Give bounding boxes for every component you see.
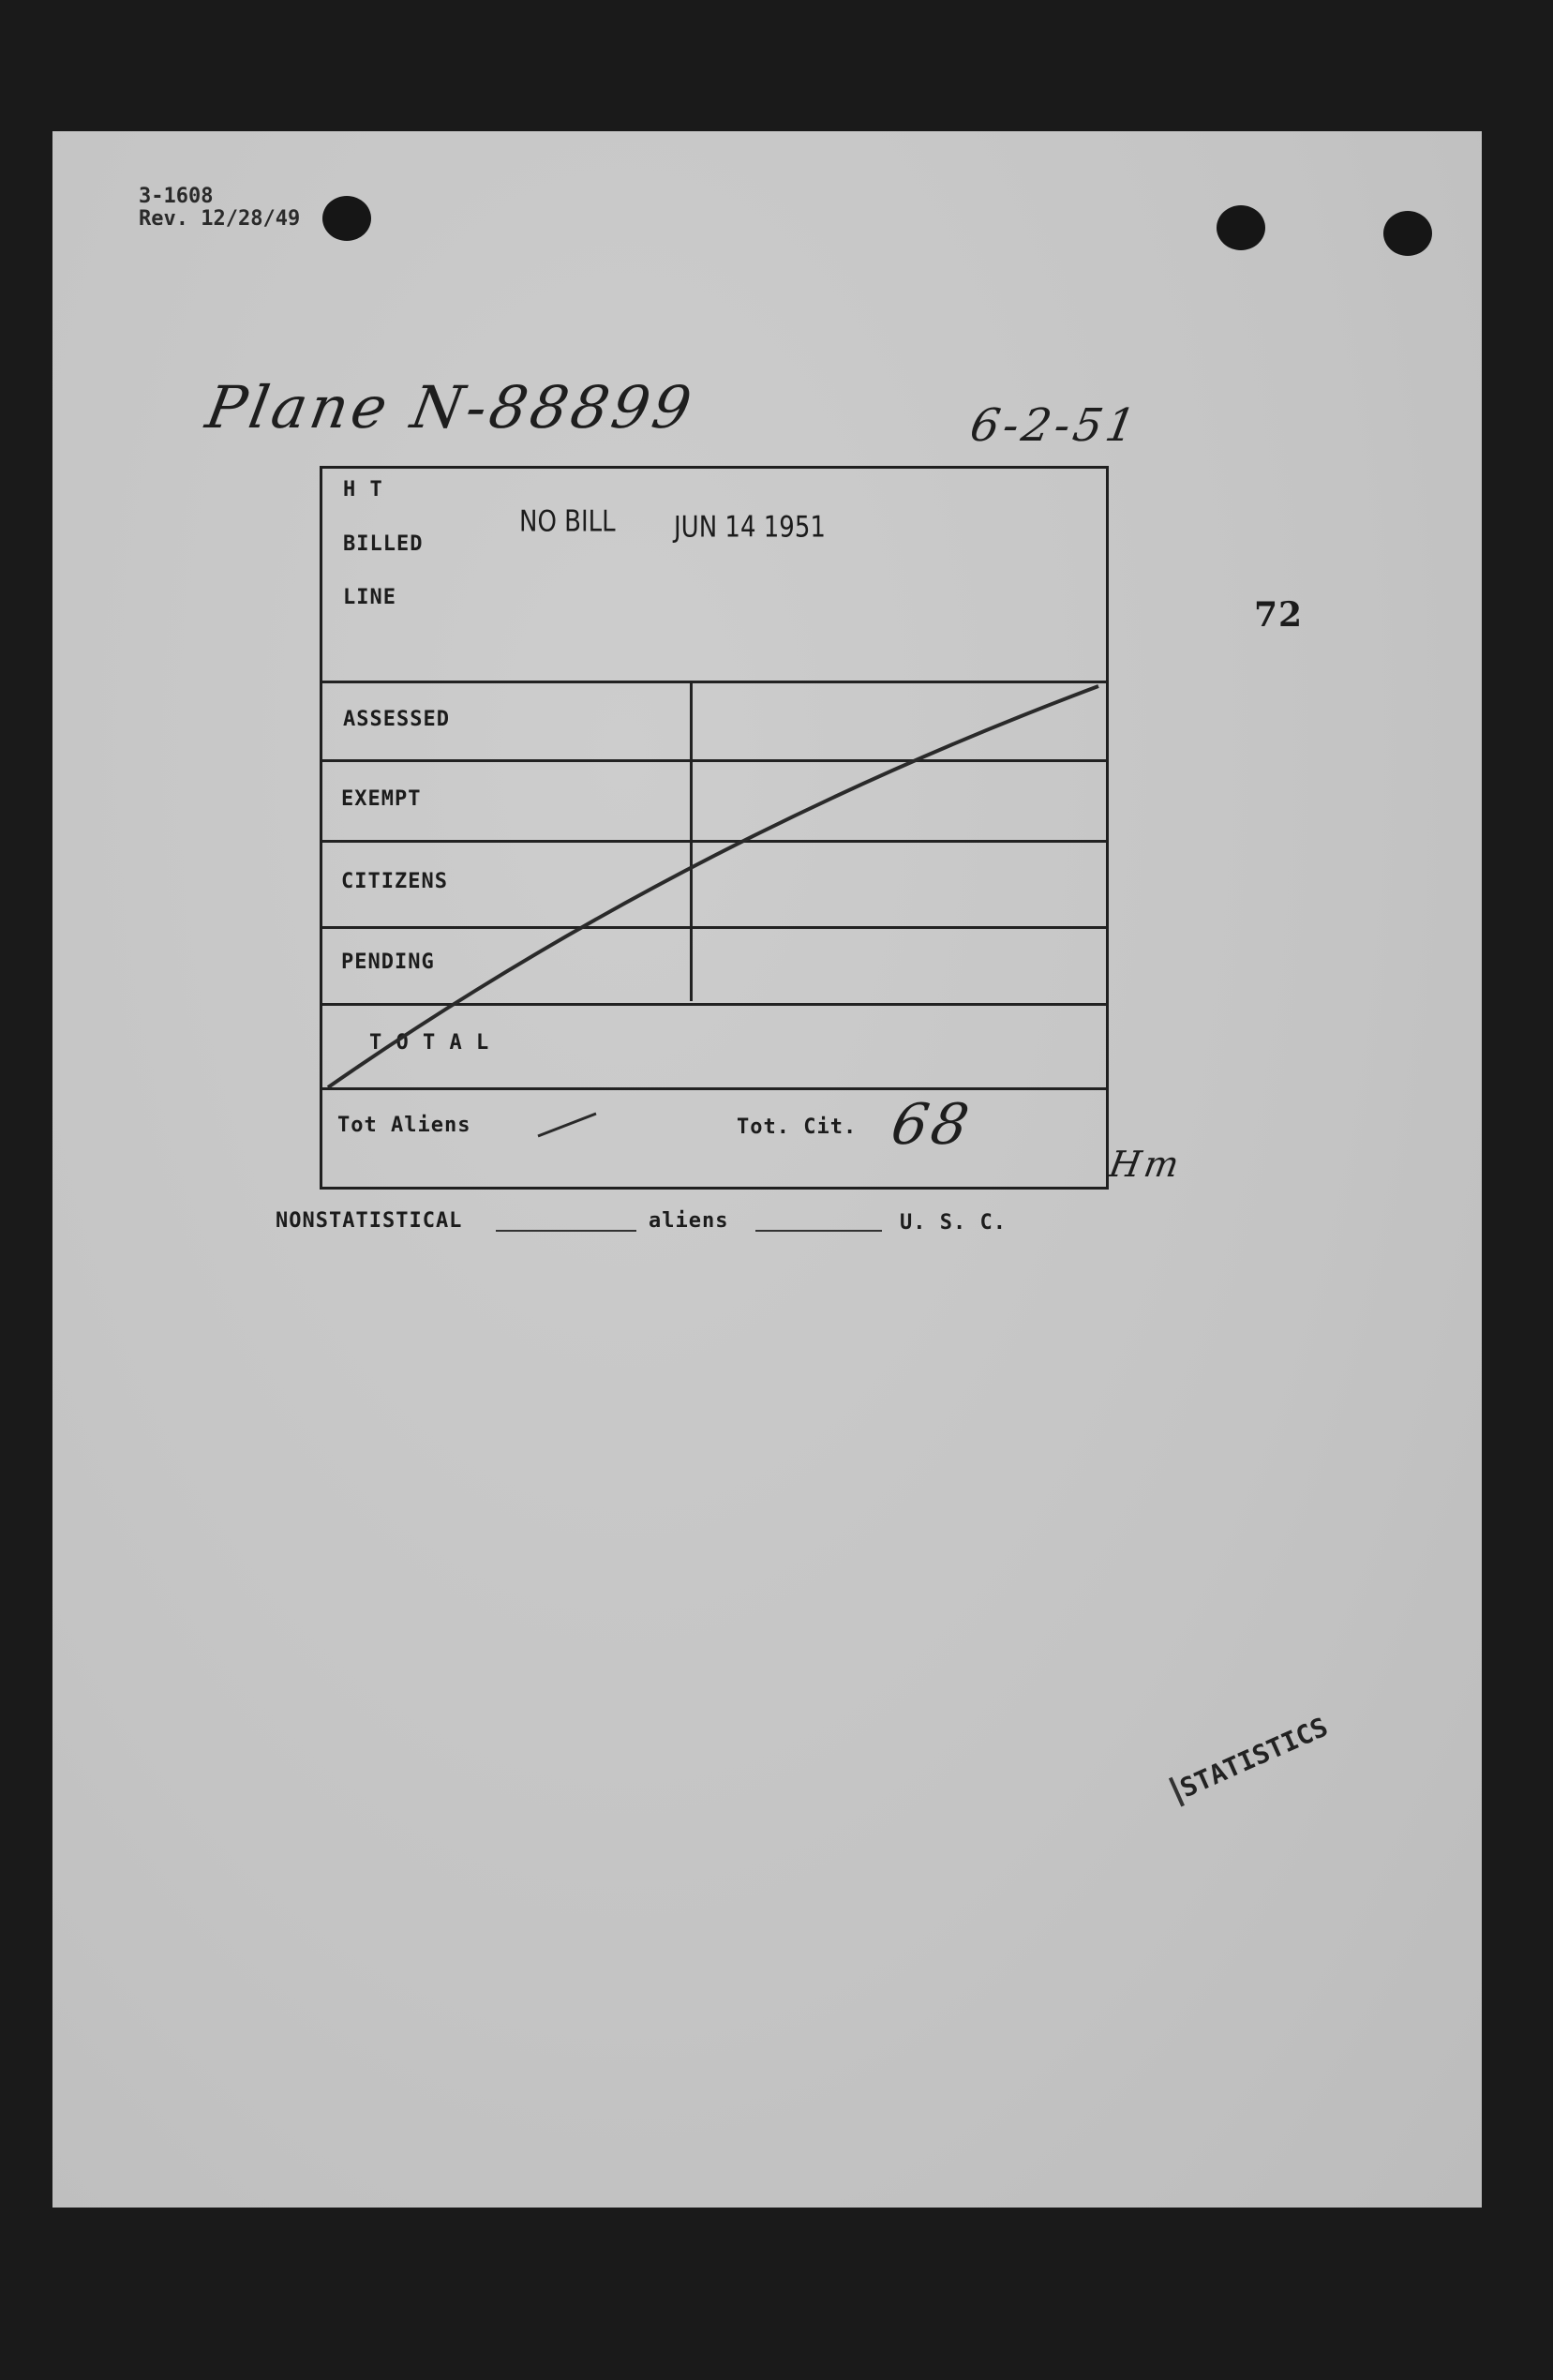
punch-hole-center (1217, 205, 1265, 250)
punch-hole-right (1383, 211, 1432, 256)
row-total: T O T A L (369, 1031, 490, 1055)
document-sheet (52, 131, 1482, 2208)
form-number: 3-1608 (139, 185, 214, 208)
label-ht: H T (343, 478, 383, 501)
nonstat-aliens: aliens (649, 1209, 729, 1233)
row-citizens: CITIZENS (341, 870, 448, 893)
nonstat-label: NONSTATISTICAL (276, 1209, 463, 1233)
punch-hole-left (322, 196, 371, 241)
label-line: LINE (343, 586, 396, 609)
cancel-stroke (322, 469, 1106, 1187)
form-revision: Rev. 12/28/49 (139, 207, 301, 231)
tot-cit-value: 68 (886, 1092, 978, 1158)
row-pending: PENDING (341, 951, 435, 974)
tally-box (320, 466, 1109, 1190)
nonstat-usc: U. S. C. (900, 1211, 1007, 1235)
statistics-stamp: STATISTICS (1169, 1712, 1333, 1807)
stamp-no-bill: NO BILL (519, 505, 616, 539)
row-exempt: EXEMPT (341, 787, 422, 811)
page-number: 72 (1254, 595, 1304, 635)
blank-line (755, 1230, 882, 1232)
stamp-date: JUN 14 1951 (674, 511, 826, 545)
label-billed: BILLED (343, 532, 424, 556)
handwritten-plane: Plane N-88899 (201, 373, 700, 442)
row-assessed: ASSESSED (343, 708, 450, 731)
tot-cit-label: Tot. Cit. (737, 1115, 858, 1139)
blank-line (496, 1230, 636, 1232)
handwritten-initials: Hm (1106, 1144, 1187, 1185)
handwritten-date: 6-2-51 (966, 399, 1143, 452)
tot-aliens-label: Tot Aliens (337, 1114, 471, 1137)
